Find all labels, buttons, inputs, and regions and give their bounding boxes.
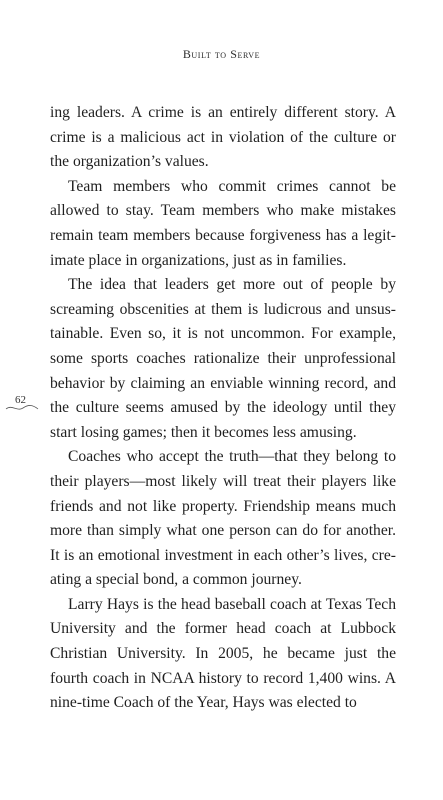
paragraph: Coaches who accept the truth—that they belong to their players—most likely will treat their players like friends and not like property. Friendship means much more than simply what one person can do for another. It is an emotional investment in each other’s lives, creating a special bond, a common journey. [50,448,396,589]
running-head: Built to Serve [182,47,261,61]
paragraph: The idea that leaders get more out of people by screaming obscenities at them is ludicrous and unsustainable. Even so, it is not uncommon. For example, some sports coaches rationalize their unprofessional behavior by claiming an enviable winning record, and the culture seems amused by the ideology until they start losing games; then it becomes less amusing. [50,276,396,441]
paragraph: ing leaders. A crime is an entirely different story. A crime is a malicious act in violation of the culture or the organization’s values. [50,104,396,171]
ornamental-swash-icon [5,403,39,413]
page-number: 62 [15,394,26,406]
paragraph: Team members who commit crimes cannot be allowed to stay. Team members who make mistakes remain team members because forgiveness has a legitimate place in organizations, just as in families. [50,177,396,269]
paragraph: Larry Hays is the head baseball coach at Texas Tech University and the former head coach at Lubbock Christian University. In 2005, he became just the fourth coach in NCAA history to record 1,400 wins. A nine-time Coach of the Year, Hays was elected to [50,595,396,712]
page-number-marker [5,394,39,416]
body-text [50,101,396,716]
